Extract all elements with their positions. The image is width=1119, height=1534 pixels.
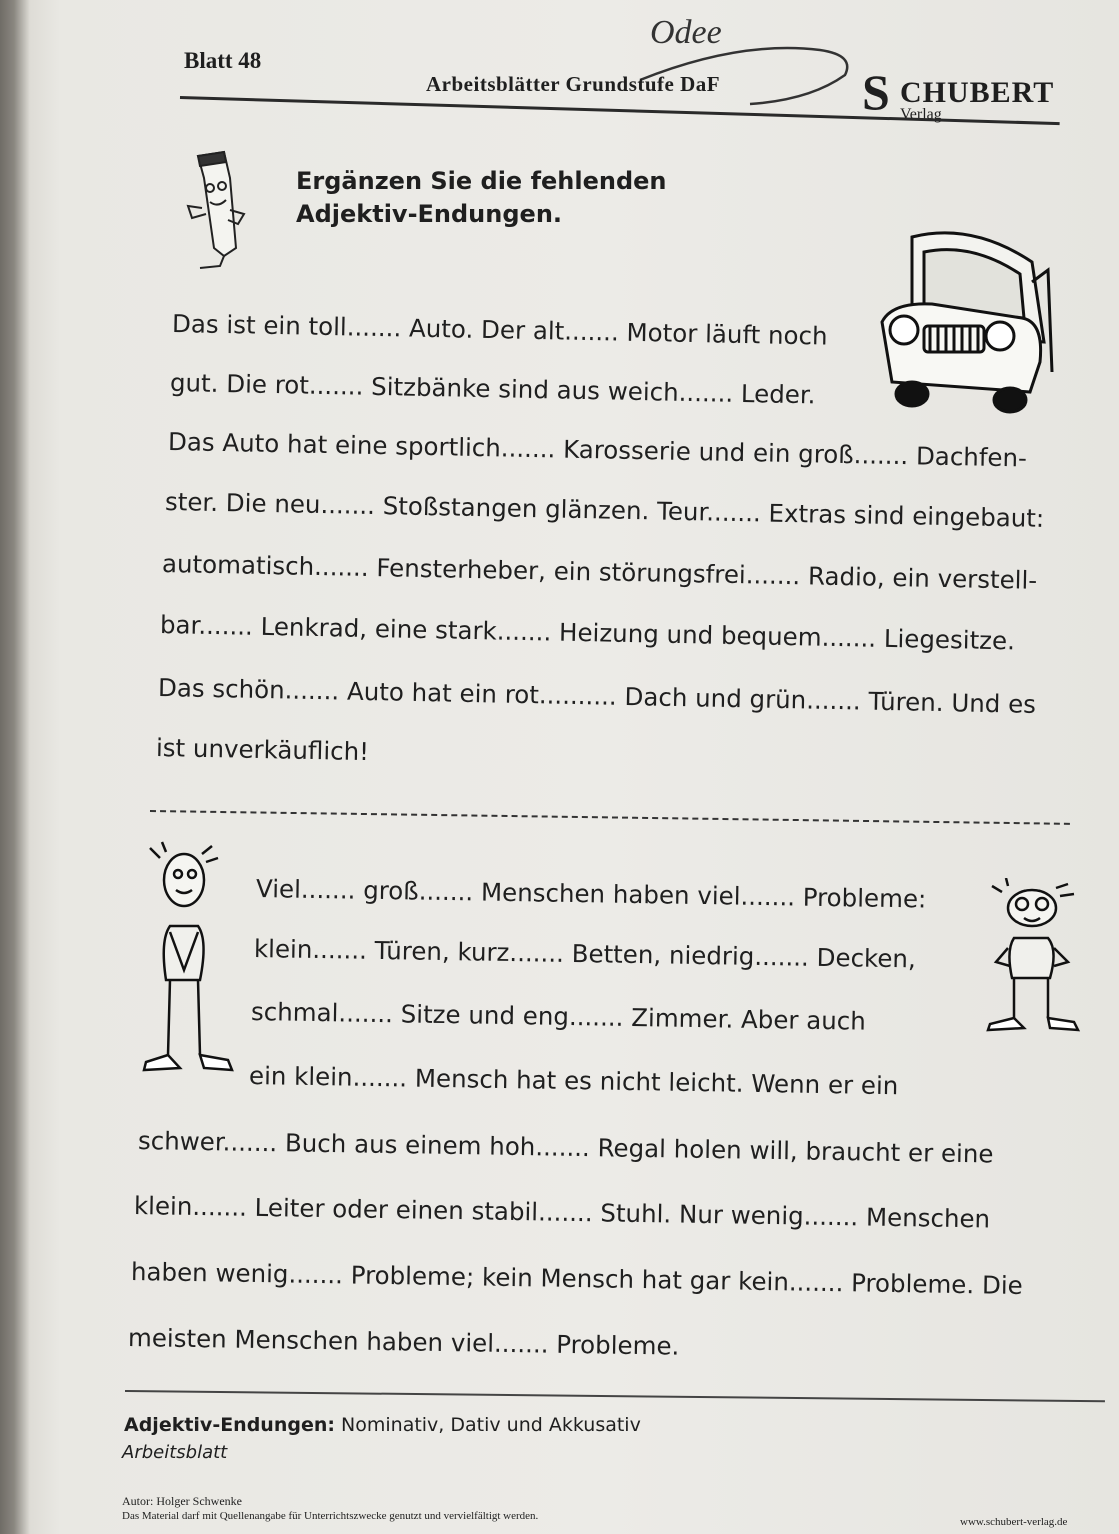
exercise1-line: gut. Die rot....... Sitzbänke sind aus weich....... Leder. [169,368,816,410]
exercise1-line: Das schön....... Auto hat ein rot.......... Dach und grün....... Türen. Und es [157,673,1037,719]
author-line: Autor: Holger Schwenke [122,1494,242,1508]
copyright-notice: Das Material darf mit Quellenangabe für Unterrichtszwecke genutzt und vervielfältigt werden. [122,1510,539,1522]
exercise1-line: automatisch....... Fensterheber, ein störungsfrei....... Radio, ein verstell- [161,549,1038,595]
publisher-logo [862,64,1055,123]
exercise1-line: ster. Die neu....... Stoßstangen glänzen. Teur....... Extras sind eingebaut: [164,487,1045,533]
car-icon [872,222,1057,422]
exercise1-line: Das ist ein toll....... Auto. Der alt....... Motor läuft noch [171,309,828,351]
exercise2-line: schwer....... Buch aus einem hoh....... Regal holen will, braucht er eine [137,1126,994,1169]
task-heading-line1: Ergänzen Sie die fehlenden [296,167,667,195]
exercise2-line: klein....... Türen, kurz....... Betten, niedrig....... Decken, [253,934,916,974]
exercise1-line: Das Auto hat eine sportlich....... Karosserie und ein groß....... Dachfen- [167,427,1028,473]
topic-rest: Nominativ, Dativ und Akkusativ [334,1414,641,1436]
exercise2-line: haben wenig....... Probleme; kein Mensch hat gar kein....... Probleme. Die [130,1257,1023,1301]
sheet-type: Arbeitsblatt [122,1442,228,1463]
exercise2-line: meisten Menschen haben viel....... Probleme. [127,1323,680,1361]
handwritten-note: Odee [650,14,722,51]
exercise2-line: klein....... Leiter oder einen stabil....... Stuhl. Nur wenig....... Menschen [133,1191,991,1234]
task-heading-line2: Adjektiv-Endungen. [296,200,563,228]
tall-man-icon [140,840,235,1085]
topic-bold: Adjektiv-Endungen: [124,1414,335,1436]
sheet-number: Blatt 48 [184,48,262,73]
series-title: Arbeitsblätter Grundstufe DaF [426,72,721,96]
exercise1-line: ist unverkäuflich! [155,733,370,767]
task-heading [296,165,816,231]
exercise1-line: bar....... Lenkrad, eine stark....... Heizung und bequem....... Liegesitze. [159,610,1016,656]
short-man-icon [984,878,1084,1038]
publisher-initial: S [862,64,890,120]
publisher-sub: Verlag [900,106,942,123]
topic-line [124,1414,641,1436]
exercise2-line: ein klein....... Mensch hat es nicht leicht. Wenn er ein [248,1061,899,1101]
publisher-url: www.schubert-verlag.de [960,1516,1068,1528]
publisher-name: CHUBERT [900,76,1055,109]
exercise2-line: Viel....... groß....... Menschen haben viel....... Probleme: [255,874,927,914]
pencil-icon [180,148,260,273]
exercise2-line: schmal....... Sitze und eng....... Zimmer. Aber auch [250,997,867,1036]
